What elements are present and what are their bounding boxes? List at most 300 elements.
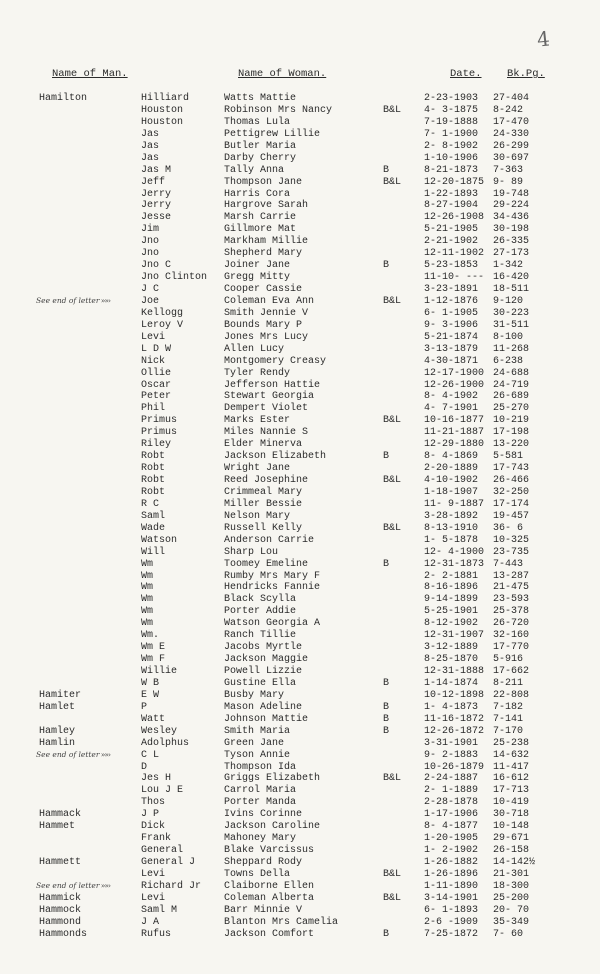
woman-name: Anderson Carrie <box>224 534 315 546</box>
man-given-name: J C <box>141 284 160 295</box>
race-code: B&L <box>383 415 402 427</box>
man-surname: Hamiter <box>39 689 82 701</box>
man-given-name: Saml M <box>141 904 178 916</box>
man-given-name: J A <box>141 916 160 928</box>
record-row <box>0 535 600 547</box>
marriage-date: 10-26-1879 <box>424 761 485 773</box>
marriage-date: 8-21-1873 <box>424 164 479 176</box>
woman-name: Sheppard Rody <box>224 857 303 868</box>
marriage-date: 12-26-1872 <box>424 725 485 737</box>
woman-name: Mason Adeline <box>224 701 303 713</box>
record-row <box>0 809 600 821</box>
marriage-date: 12-17-1900 <box>424 367 485 379</box>
woman-name: Jackson Comfort <box>224 928 315 940</box>
marriage-date: 2-21-1902 <box>424 236 479 248</box>
book-page: 22-808 <box>493 689 530 701</box>
marriage-date: 11- 9-1887 <box>424 498 485 510</box>
race-code: B <box>383 260 390 272</box>
woman-name: Crimmeal Mary <box>224 486 303 498</box>
marriage-date: 7-25-1872 <box>424 928 479 940</box>
book-page: 9- 89 <box>493 176 524 188</box>
man-given-name: D <box>141 761 148 773</box>
marriage-date: 2-28-1878 <box>424 797 479 809</box>
record-row <box>0 594 600 606</box>
man-given-name: J P <box>141 809 160 821</box>
record-row <box>0 117 600 129</box>
woman-name: Jefferson Hattie <box>224 379 321 391</box>
book-page: 17-470 <box>493 116 530 128</box>
woman-name: Thompson Ida <box>224 761 297 773</box>
race-code: B <box>383 701 390 713</box>
marriage-date: 11-21-1887 <box>424 427 485 439</box>
man-given-name: General <box>141 845 184 857</box>
marriage-record-list <box>0 93 600 941</box>
record-row <box>0 320 600 332</box>
record-row <box>0 475 600 487</box>
race-code: B <box>383 558 390 570</box>
record-row <box>0 750 600 762</box>
record-row <box>0 559 600 571</box>
man-given-name: Robt <box>141 463 166 475</box>
man-given-name: Wm <box>141 570 154 582</box>
woman-name: Hendricks Fannie <box>224 582 321 594</box>
woman-name: Blanton Mrs Camelia <box>224 916 339 928</box>
record-row <box>0 391 600 403</box>
woman-name: Thompson Jane <box>224 176 303 188</box>
record-row <box>0 189 600 201</box>
woman-name: Jackson Maggie <box>224 654 309 666</box>
man-given-name: Jes H <box>141 773 172 785</box>
marriage-date: 3-28-1892 <box>424 510 479 522</box>
woman-name: Ranch Tillie <box>224 630 297 642</box>
marriage-date: 8-16-1896 <box>424 582 479 594</box>
woman-name: Reed Josephine <box>224 475 309 486</box>
record-row <box>0 332 600 344</box>
man-given-name: Jas M <box>141 164 172 176</box>
record-row <box>0 618 600 630</box>
record-row <box>0 893 600 905</box>
man-given-name: Houston <box>141 116 184 128</box>
record-row <box>0 511 600 523</box>
record-row <box>0 690 600 702</box>
book-page: 24-330 <box>493 128 530 140</box>
woman-name: Dempert Violet <box>224 403 309 415</box>
man-given-name: Wm <box>141 582 154 594</box>
book-page: 17-662 <box>493 666 530 677</box>
record-row <box>0 666 600 678</box>
woman-name: Griggs Elizabeth <box>224 773 321 785</box>
record-row <box>0 678 600 690</box>
header-name-of-man: Name of Man. <box>52 68 128 80</box>
man-given-name: Will <box>141 546 166 558</box>
race-code: B <box>383 713 390 725</box>
marriage-date: 1- 2-1902 <box>424 845 479 857</box>
record-row <box>0 427 600 439</box>
marriage-date: 9- 3-1906 <box>424 319 479 331</box>
woman-name: Towns Della <box>224 868 291 880</box>
marriage-date: 12-26-1900 <box>424 379 485 391</box>
book-page: 26-299 <box>493 140 530 152</box>
man-surname: Hammett <box>39 857 82 868</box>
record-row <box>0 105 600 117</box>
marriage-date: 10-12-1898 <box>424 689 485 701</box>
woman-name: Watson Georgia A <box>224 618 321 630</box>
record-row <box>0 773 600 785</box>
marriage-date: 4- 3-1875 <box>424 104 479 116</box>
book-page: 17-743 <box>493 463 530 475</box>
book-page: 24-719 <box>493 379 530 391</box>
marriage-date: 8-25-1870 <box>424 654 479 666</box>
book-page: 30-223 <box>493 307 530 319</box>
man-surname: Hammet <box>39 821 76 833</box>
man-given-name: Phil <box>141 403 166 415</box>
book-page: 17-713 <box>493 785 530 797</box>
woman-name: Darby Cherry <box>224 152 297 164</box>
record-row <box>0 630 600 642</box>
book-page: 25-238 <box>493 737 530 749</box>
race-code: B&L <box>383 522 402 534</box>
race-code: B&L <box>383 295 402 307</box>
book-page: 14-632 <box>493 749 530 761</box>
race-code: B <box>383 451 390 463</box>
marriage-date: 11-10- --- <box>424 272 485 284</box>
man-given-name: Joe <box>141 295 160 307</box>
book-page: 16-420 <box>493 272 530 284</box>
man-given-name: Wade <box>141 522 166 534</box>
marriage-date: 7- 1-1900 <box>424 128 479 140</box>
man-surname: Hamlet <box>39 701 76 713</box>
man-given-name: Wm <box>141 594 154 606</box>
record-row <box>0 153 600 165</box>
record-row <box>0 200 600 212</box>
man-given-name: Thos <box>141 797 166 809</box>
man-surname: Hammack <box>39 809 82 821</box>
record-row <box>0 260 600 272</box>
marriage-date: 2-6 -1909 <box>424 916 479 928</box>
record-row <box>0 833 600 845</box>
book-page: 19-748 <box>493 188 530 200</box>
woman-name: Markham Millie <box>224 236 309 248</box>
man-given-name: Wm. <box>141 630 160 642</box>
man-given-name: Levi <box>141 868 166 880</box>
man-given-name: Jeff <box>141 176 166 188</box>
record-row <box>0 248 600 260</box>
record-row <box>0 439 600 451</box>
book-page: 20- 70 <box>493 904 530 916</box>
man-given-name: Richard Jr <box>141 880 202 892</box>
man-given-name: R C <box>141 498 160 510</box>
marriage-date: 12-29-1880 <box>424 439 485 451</box>
man-given-name: Jerry <box>141 200 172 212</box>
man-given-name: Lou J E <box>141 785 184 797</box>
header-name-of-woman: Name of Woman. <box>238 68 327 80</box>
race-code: B <box>383 725 390 737</box>
book-page: 29-671 <box>493 833 530 845</box>
man-given-name: Jno <box>141 248 160 260</box>
man-surname: Hamilton <box>39 93 88 104</box>
book-page: 7-363 <box>493 164 524 176</box>
book-page: 27-404 <box>493 93 530 104</box>
book-page: 24-688 <box>493 367 530 379</box>
marriage-date: 1- 5-1878 <box>424 534 479 546</box>
book-page: 13-287 <box>493 570 530 582</box>
race-code: B&L <box>383 176 402 188</box>
record-row <box>0 905 600 917</box>
man-given-name: Houston <box>141 104 184 116</box>
man-given-name: Primus <box>141 415 178 427</box>
book-page: 14-142½ <box>493 857 536 868</box>
book-page: 26-335 <box>493 236 530 248</box>
man-surname: Hamley <box>39 725 76 737</box>
race-code: B <box>383 928 390 940</box>
record-row <box>0 582 600 594</box>
woman-name: Tyler Rendy <box>224 367 291 379</box>
woman-name: Mahoney Mary <box>224 833 297 845</box>
book-page: 30-198 <box>493 224 530 236</box>
record-row <box>0 212 600 224</box>
man-given-name: P <box>141 701 148 713</box>
woman-name: Busby Mary <box>224 689 285 701</box>
woman-name: Wright Jane <box>224 463 291 475</box>
book-page: 10-419 <box>493 797 530 809</box>
man-given-name: Levi <box>141 892 166 904</box>
record-row <box>0 368 600 380</box>
woman-name: Gillmore Mat <box>224 224 297 236</box>
marriage-date: 3-14-1901 <box>424 892 479 904</box>
man-given-name: Wm <box>141 558 154 570</box>
book-page: 7- 60 <box>493 928 524 940</box>
book-page: 26-466 <box>493 475 530 486</box>
page-number: 4 <box>535 26 551 52</box>
marriage-date: 1-26-1882 <box>424 857 479 868</box>
marriage-date: 7-19-1888 <box>424 116 479 128</box>
record-row <box>0 296 600 308</box>
man-given-name: Riley <box>141 439 172 451</box>
man-given-name: Jas <box>141 152 160 164</box>
woman-name: Carrol Maria <box>224 785 297 797</box>
book-page: 21-475 <box>493 582 530 594</box>
woman-name: Gregg Mitty <box>224 272 291 284</box>
record-row <box>0 714 600 726</box>
book-page: 31-511 <box>493 319 530 331</box>
book-page: 32-160 <box>493 630 530 642</box>
record-row <box>0 224 600 236</box>
man-surname: Hammond <box>39 916 82 928</box>
record-row <box>0 487 600 499</box>
man-given-name: Oscar <box>141 379 172 391</box>
book-page: 5-916 <box>493 654 524 666</box>
marriage-date: 5-23-1853 <box>424 260 479 272</box>
record-row <box>0 642 600 654</box>
book-page: 25-378 <box>493 606 530 618</box>
record-row <box>0 821 600 833</box>
record-row <box>0 499 600 511</box>
book-page: 8-242 <box>493 104 524 116</box>
man-given-name: Jerry <box>141 188 172 200</box>
woman-name: Miles Nannie S <box>224 427 309 439</box>
man-given-name: W B <box>141 677 160 689</box>
record-row <box>0 308 600 320</box>
race-code: B <box>383 164 390 176</box>
woman-name: Cooper Cassie <box>224 284 303 295</box>
book-page: 36- 6 <box>493 522 524 534</box>
book-page: 25-200 <box>493 892 530 904</box>
book-page: 17-174 <box>493 498 530 510</box>
man-surname: Hammock <box>39 904 82 916</box>
man-given-name: Rufus <box>141 928 172 940</box>
marriage-date: 6- 1-1893 <box>424 904 479 916</box>
man-surname: Hammick <box>39 892 82 904</box>
record-row <box>0 129 600 141</box>
woman-name: Smith Jennie V <box>224 307 309 319</box>
race-code: B&L <box>383 868 402 880</box>
race-code: B&L <box>383 892 402 904</box>
record-row <box>0 344 600 356</box>
woman-name: Jacobs Myrtle <box>224 642 303 654</box>
woman-name: Miller Bessie <box>224 498 303 510</box>
marriage-date: 11-16-1872 <box>424 713 485 725</box>
man-given-name: Watt <box>141 713 166 725</box>
record-row <box>0 726 600 738</box>
see-end-of-letter-note: See end of letter »»› <box>36 295 110 307</box>
book-page: 7-170 <box>493 725 524 737</box>
woman-name: Claiborne Ellen <box>224 880 315 892</box>
woman-name: Marks Ester <box>224 415 291 427</box>
woman-name: Johnson Mattie <box>224 713 309 725</box>
woman-name: Allen Lucy <box>224 343 285 355</box>
marriage-date: 4- 7-1901 <box>424 403 479 415</box>
record-row <box>0 702 600 714</box>
marriage-date: 12-11-1902 <box>424 248 485 260</box>
book-page: 5-581 <box>493 451 524 463</box>
book-page: 17-198 <box>493 427 530 439</box>
man-given-name: Primus <box>141 427 178 439</box>
marriage-date: 3-13-1879 <box>424 343 479 355</box>
race-code: B&L <box>383 104 402 116</box>
marriage-date: 12-26-1908 <box>424 212 485 224</box>
woman-name: Marsh Carrie <box>224 212 297 224</box>
woman-name: Hargrove Sarah <box>224 200 309 212</box>
header-bk-pg: Bk.Pg. <box>507 68 545 80</box>
see-end-of-letter-note: See end of letter »»› <box>36 749 110 761</box>
man-given-name: Robt <box>141 475 166 486</box>
man-given-name: Adolphus <box>141 737 190 749</box>
record-row <box>0 272 600 284</box>
marriage-date: 3-31-1901 <box>424 737 479 749</box>
woman-name: Butler Maria <box>224 140 297 152</box>
man-surname: Hamlin <box>39 737 76 749</box>
book-page: 7-443 <box>493 558 524 570</box>
marriage-date: 3-12-1889 <box>424 642 479 654</box>
book-page: 11-268 <box>493 343 530 355</box>
marriage-date: 2- 8-1902 <box>424 140 479 152</box>
race-code: B&L <box>383 475 402 486</box>
marriage-date: 5-21-1874 <box>424 331 479 343</box>
man-given-name: Wm <box>141 618 154 630</box>
book-page: 29-224 <box>493 200 530 212</box>
record-row <box>0 762 600 774</box>
race-code: B <box>383 677 390 689</box>
record-row <box>0 571 600 583</box>
book-page: 27-173 <box>493 248 530 260</box>
book-page: 25-270 <box>493 403 530 415</box>
woman-name: Black Scylla <box>224 594 297 606</box>
marriage-date: 1-11-1890 <box>424 880 479 892</box>
marriage-date: 2- 2-1881 <box>424 570 479 582</box>
marriage-date: 2-23-1903 <box>424 93 479 104</box>
marriage-date: 8- 4-1869 <box>424 451 479 463</box>
man-given-name: E W <box>141 689 160 701</box>
woman-name: Rumby Mrs Mary F <box>224 570 321 582</box>
man-given-name: Ollie <box>141 367 172 379</box>
book-page: 10-219 <box>493 415 530 427</box>
marriage-date: 2-20-1889 <box>424 463 479 475</box>
record-row <box>0 857 600 869</box>
book-page: 26-689 <box>493 391 530 403</box>
woman-name: Green Jane <box>224 737 285 749</box>
woman-name: Watts Mattie <box>224 93 297 104</box>
woman-name: Jackson Elizabeth <box>224 451 327 463</box>
book-page: 26-158 <box>493 845 530 857</box>
woman-name: Jackson Caroline <box>224 821 321 833</box>
marriage-date: 10-16-1877 <box>424 415 485 427</box>
record-row <box>0 165 600 177</box>
book-page: 7-182 <box>493 701 524 713</box>
marriage-date: 5-21-1905 <box>424 224 479 236</box>
woman-name: Russell Kelly <box>224 522 303 534</box>
record-row <box>0 451 600 463</box>
man-given-name: Jas <box>141 140 160 152</box>
record-row <box>0 177 600 189</box>
woman-name: Montgomery Creasy <box>224 355 327 367</box>
man-given-name: Wm <box>141 606 154 618</box>
marriage-date: 2- 1-1889 <box>424 785 479 797</box>
man-given-name: Peter <box>141 391 172 403</box>
man-given-name: Levi <box>141 331 166 343</box>
record-row <box>0 403 600 415</box>
book-page: 30-718 <box>493 809 530 821</box>
book-page: 23-593 <box>493 594 530 606</box>
record-row <box>0 654 600 666</box>
race-code: B&L <box>383 773 402 785</box>
marriage-date: 1-26-1896 <box>424 868 479 880</box>
man-given-name: C L <box>141 749 160 761</box>
man-given-name: Willie <box>141 666 178 677</box>
book-page: 19-457 <box>493 510 530 522</box>
marriage-date: 6- 1-1905 <box>424 307 479 319</box>
man-given-name: Robt <box>141 486 166 498</box>
woman-name: Coleman Eva Ann <box>224 295 315 307</box>
record-row <box>0 785 600 797</box>
woman-name: Smith Maria <box>224 725 291 737</box>
marriage-date: 1-18-1907 <box>424 486 479 498</box>
woman-name: Porter Addie <box>224 606 297 618</box>
woman-name: Gustine Ella <box>224 677 297 689</box>
man-given-name: Jno Clinton <box>141 272 208 284</box>
marriage-date: 1-22-1893 <box>424 188 479 200</box>
marriage-date: 1- 4-1873 <box>424 701 479 713</box>
marriage-date: 8-12-1902 <box>424 618 479 630</box>
woman-name: Thomas Lula <box>224 116 291 128</box>
marriage-date: 3-23-1891 <box>424 284 479 295</box>
man-given-name: Wesley <box>141 725 178 737</box>
record-row <box>0 845 600 857</box>
man-given-name: Wm F <box>141 654 166 666</box>
book-page: 26-720 <box>493 618 530 630</box>
man-given-name: Frank <box>141 833 172 845</box>
man-given-name: L D W <box>141 343 172 355</box>
woman-name: Shepherd Mary <box>224 248 303 260</box>
